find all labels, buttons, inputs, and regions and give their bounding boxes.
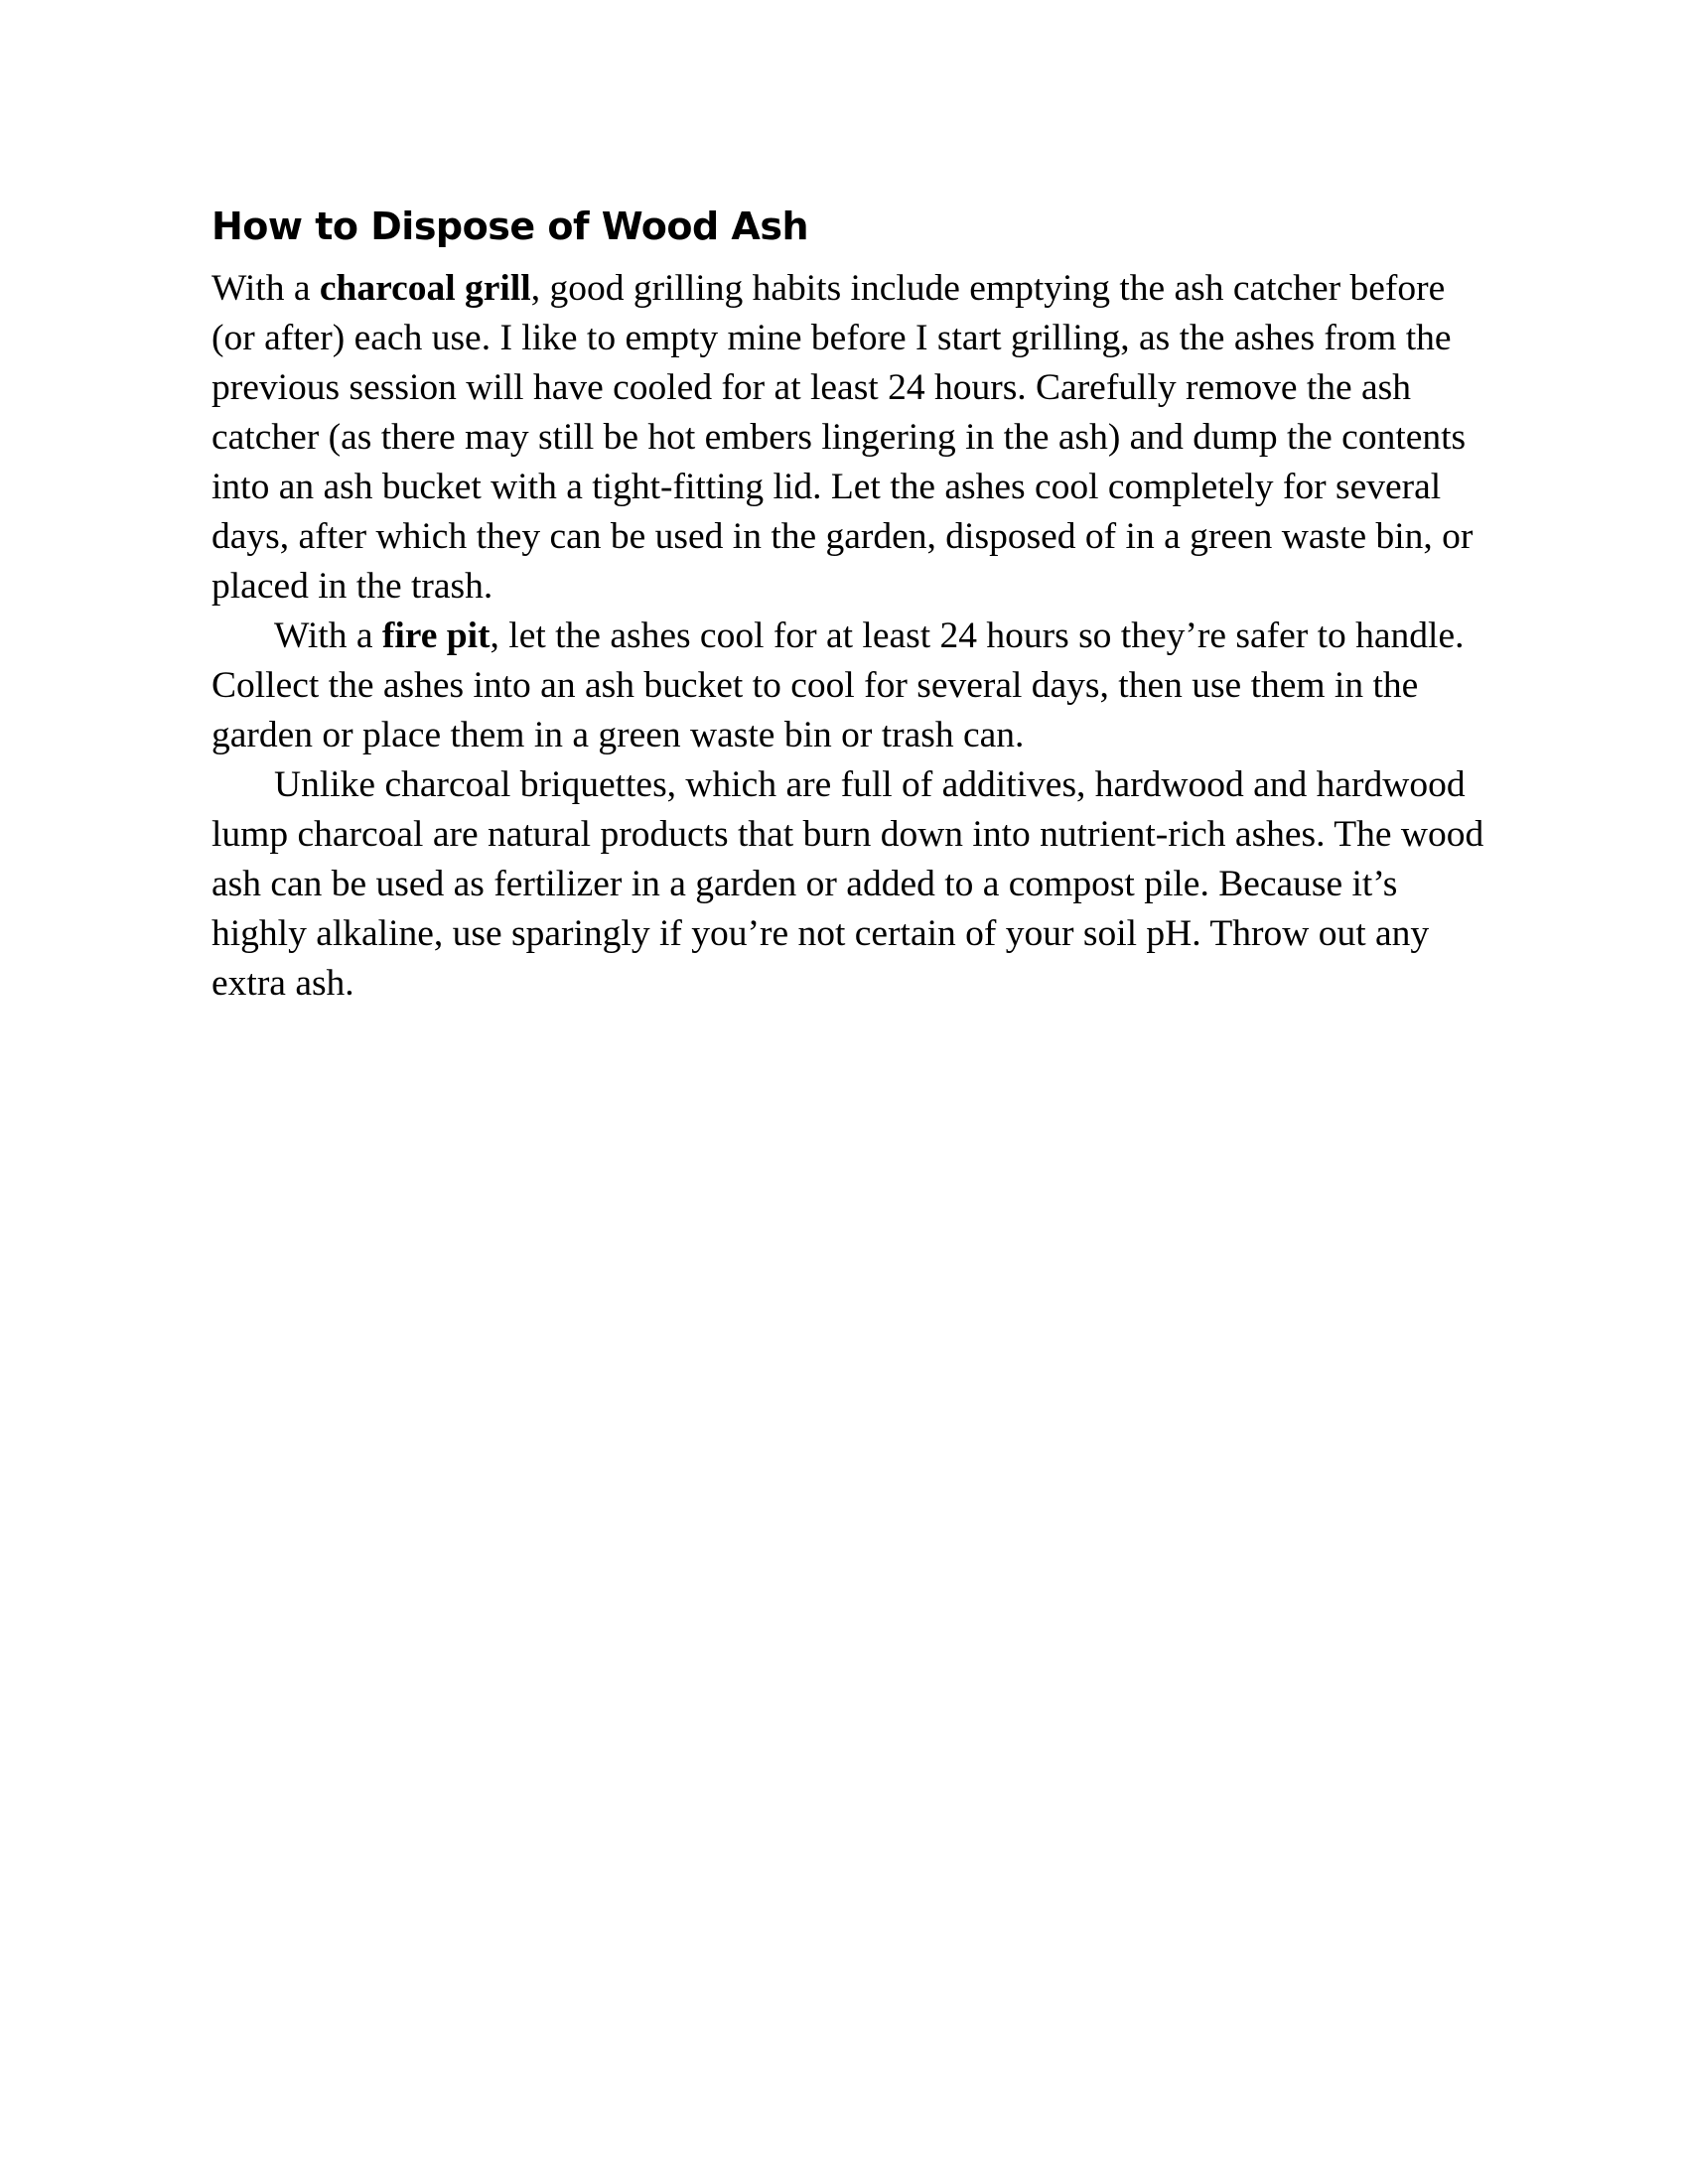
section-heading: How to Dispose of Wood Ash: [211, 205, 809, 248]
paragraph-charcoal-grill: [211, 264, 1492, 612]
term-fire-pit: fire pit: [381, 615, 491, 656]
paragraph-body: , let the ashes cool for at least 24 hours so they’re safer to handle. Collect the ashes into an ash bucket to cool for several days, then use them in the garden or place them in a green waste bin or trash can.: [211, 615, 1465, 755]
paragraph-body: , good grilling habits include emptying the ash catcher before (or after) each use. I like to empty mine before I start grilling, as the ashes from the previous session will have cooled for at least 24 hours. Carefully remove the ash catcher (as there may still be hot embers lingering in the ash) and dump the contents into an ash bucket with a tight-fitting lid. Let the ashes cool completely for several days, after which they can be used in the garden, disposed of in a green waste bin, or placed in the trash.: [211, 268, 1474, 607]
paragraph-hardwood-ash: Unlike charcoal briquettes, which are full of additives, hardwood and hardwood lump charcoal are natural products that burn down into nutrient-rich ashes. The wood ash can be used as fertilizer in a garden or added to a compost pile. Because it’s highly alkaline, use sparingly if you’re not certain of your soil pH. Throw out any extra ash.: [211, 764, 1484, 1004]
paragraph-lead: With a: [274, 615, 382, 656]
article-section: [211, 199, 1492, 1009]
term-charcoal-grill: charcoal grill: [319, 268, 531, 309]
paragraph-fire-pit: [211, 612, 1492, 760]
paragraph-lead: With a: [211, 268, 320, 309]
